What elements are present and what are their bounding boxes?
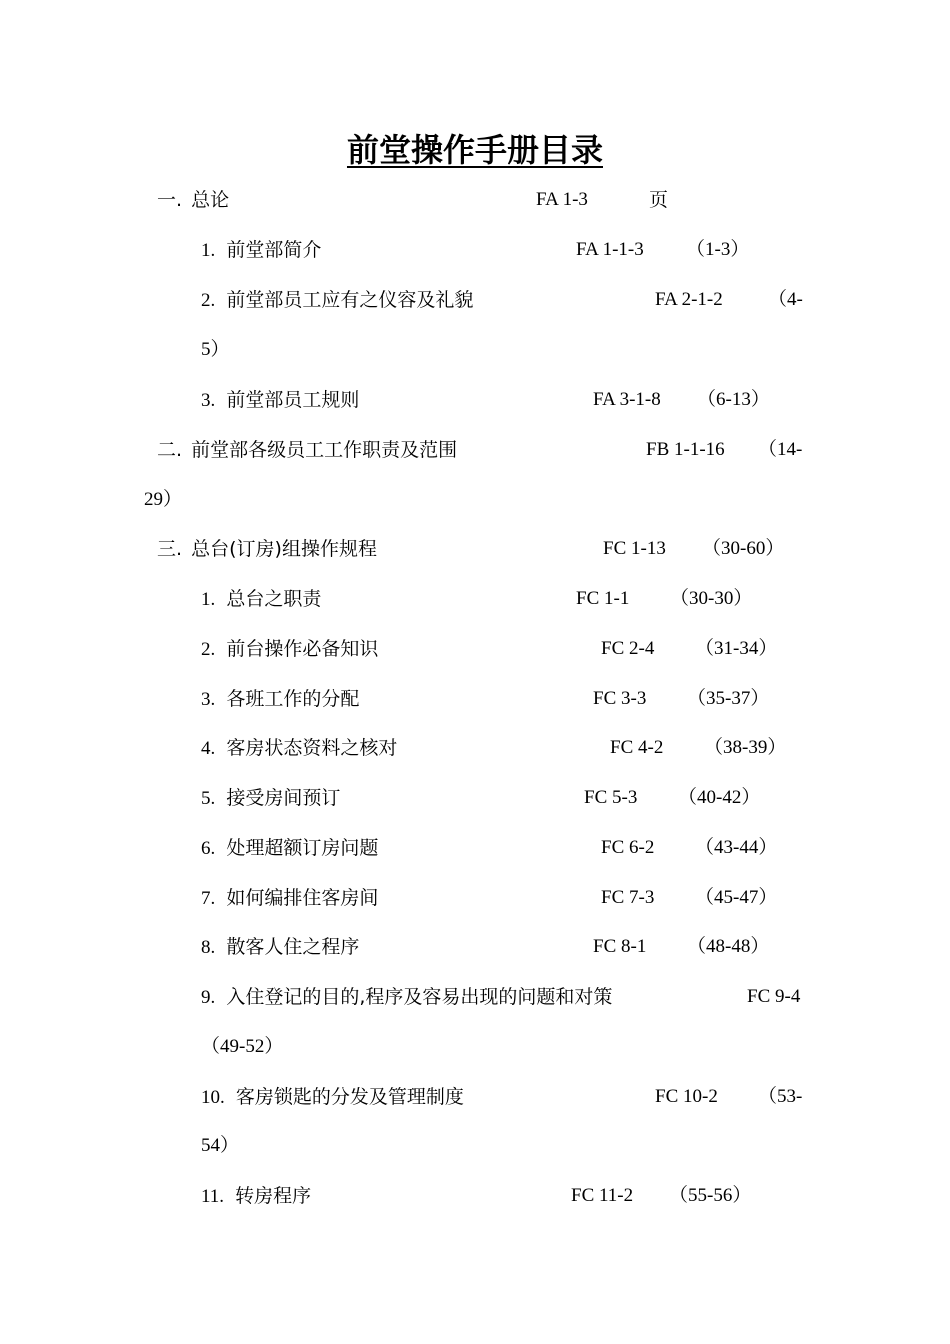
toc-entry-pages: （35-37）: [687, 688, 770, 709]
toc-entry-pages: （1-3）: [686, 239, 750, 260]
toc-entry-code: FC 9-4: [747, 986, 801, 1007]
toc-entry-code: FA 1-1-3: [576, 239, 644, 260]
toc-entry-overbooking[interactable]: [201, 833, 378, 863]
toc-entry-number: 5.: [201, 788, 216, 809]
toc-entry-pages: （43-44）: [695, 837, 778, 858]
toc-entry-front-desk-knowledge[interactable]: [201, 634, 378, 664]
toc-entry-label: 前堂部各级员工工作职责及范围: [191, 439, 458, 461]
toc-entry-label: 接受房间预订: [226, 787, 341, 809]
toc-entry-number: 9.: [201, 987, 216, 1008]
toc-entry-code: FA 3-1-8: [593, 389, 661, 410]
toc-entry-number: 1.: [201, 240, 216, 261]
toc-entry-job-duties[interactable]: [157, 435, 457, 465]
toc-entry-label: 散客人住之程序: [226, 936, 360, 958]
toc-entry-label: 总论: [191, 189, 230, 211]
toc-entry-label: 入住登记的目的,程序及容易出现的问题和对策: [226, 986, 613, 1008]
toc-entry-number: 2.: [201, 639, 216, 660]
toc-entry-pages-continued: 54）: [201, 1135, 240, 1156]
toc-entry-code: FC 3-3: [593, 688, 647, 709]
toc-entry-pages: （31-34）: [695, 638, 778, 659]
toc-entry-front-desk-duties[interactable]: [201, 584, 321, 614]
toc-entry-code: FC 1-13: [603, 538, 666, 559]
toc-entry-label: 转房程序: [235, 1185, 312, 1207]
toc-entry-label: 前堂部简介: [226, 239, 322, 261]
toc-entry-pages: （40-42）: [678, 787, 761, 808]
toc-entry-number: 2.: [201, 290, 216, 311]
toc-entry-pages: （30-30）: [670, 588, 753, 609]
toc-entry-pages: （6-13）: [697, 389, 770, 410]
toc-entry-label: 各班工作的分配: [226, 688, 360, 710]
toc-entry-code: FC 6-2: [601, 837, 655, 858]
toc-entry-front-desk-procedures[interactable]: [157, 534, 377, 564]
toc-entry-walk-in-checkin[interactable]: [201, 932, 359, 962]
toc-entry-key-management[interactable]: [201, 1082, 464, 1112]
toc-entry-number: 10.: [201, 1087, 225, 1108]
toc-entry-code: FC 1-1: [576, 588, 630, 609]
toc-entry-pages: （53-: [758, 1086, 803, 1107]
toc-entry-label: 前台操作必备知识: [226, 638, 379, 660]
toc-entry-number: 3.: [201, 390, 216, 411]
toc-entry-pages: （4-: [768, 289, 803, 310]
toc-entry-room-allocation[interactable]: [201, 883, 378, 913]
toc-entry-label: 总台(订房)组操作规程: [191, 538, 377, 560]
toc-entry-label: 总台之职责: [226, 588, 322, 610]
toc-entry-pages: （38-39）: [704, 737, 787, 758]
toc-entry-staff-rules[interactable]: [201, 385, 359, 415]
toc-entry-pages-continued: （49-52）: [201, 1036, 284, 1057]
toc-entry-appearance-manners[interactable]: [201, 285, 473, 315]
toc-entry-number: 三.: [157, 538, 183, 560]
toc-entry-shift-assignment[interactable]: [201, 684, 359, 714]
toc-entry-registration-purpose[interactable]: [201, 982, 612, 1012]
toc-entry-number: 4.: [201, 738, 216, 759]
toc-entry-room-status-check[interactable]: [201, 733, 397, 763]
toc-entry-pages: （45-47）: [695, 887, 778, 908]
toc-entry-code: FC 7-3: [601, 887, 655, 908]
toc-entry-number: 1.: [201, 589, 216, 610]
toc-entry-label: 如何编排住客房间: [226, 887, 379, 909]
toc-entry-number: 3.: [201, 689, 216, 710]
toc-entry-pages: （48-48）: [687, 936, 770, 957]
toc-entry-code: FC 5-3: [584, 787, 638, 808]
toc-entry-pages: （55-56）: [669, 1185, 752, 1206]
toc-entry-pages: 页: [649, 189, 669, 211]
toc-entry-front-office-intro[interactable]: [201, 235, 321, 265]
toc-entry-pages-continued: 29）: [144, 489, 183, 510]
toc-entry-number: 6.: [201, 838, 216, 859]
toc-entry-pages-continued: 5）: [201, 339, 230, 360]
toc-entry-pages: （14-: [758, 439, 803, 460]
toc-entry-code: FC 10-2: [655, 1086, 718, 1107]
toc-entry-code: FA 2-1-2: [655, 289, 723, 310]
toc-entry-code: FA 1-3: [536, 189, 588, 210]
toc-entry-code: FB 1-1-16: [646, 439, 725, 460]
toc-entry-label: 客房状态资料之核对: [226, 737, 398, 759]
toc-entry-number: 11.: [201, 1186, 225, 1207]
toc-entry-number: 8.: [201, 937, 216, 958]
toc-entry-general[interactable]: [157, 185, 229, 215]
toc-entry-code: FC 11-2: [571, 1185, 634, 1206]
toc-entry-label: 客房锁匙的分发及管理制度: [235, 1086, 464, 1108]
toc-entry-room-change[interactable]: [201, 1181, 311, 1211]
toc-entry-pages: （30-60）: [702, 538, 785, 559]
toc-entry-number: 一.: [157, 189, 183, 211]
toc-entry-code: FC 2-4: [601, 638, 655, 659]
toc-entry-number: 二.: [157, 439, 183, 461]
page-title: 前堂操作手册目录: [346, 131, 603, 169]
toc-entry-room-reservation[interactable]: [201, 783, 340, 813]
toc-entry-number: 7.: [201, 888, 216, 909]
toc-entry-label: 处理超额订房问题: [226, 837, 379, 859]
toc-entry-label: 前堂部员工规则: [226, 389, 360, 411]
toc-entry-code: FC 4-2: [610, 737, 664, 758]
toc-entry-label: 前堂部员工应有之仪容及礼貌: [226, 289, 474, 311]
toc-entry-code: FC 8-1: [593, 936, 647, 957]
